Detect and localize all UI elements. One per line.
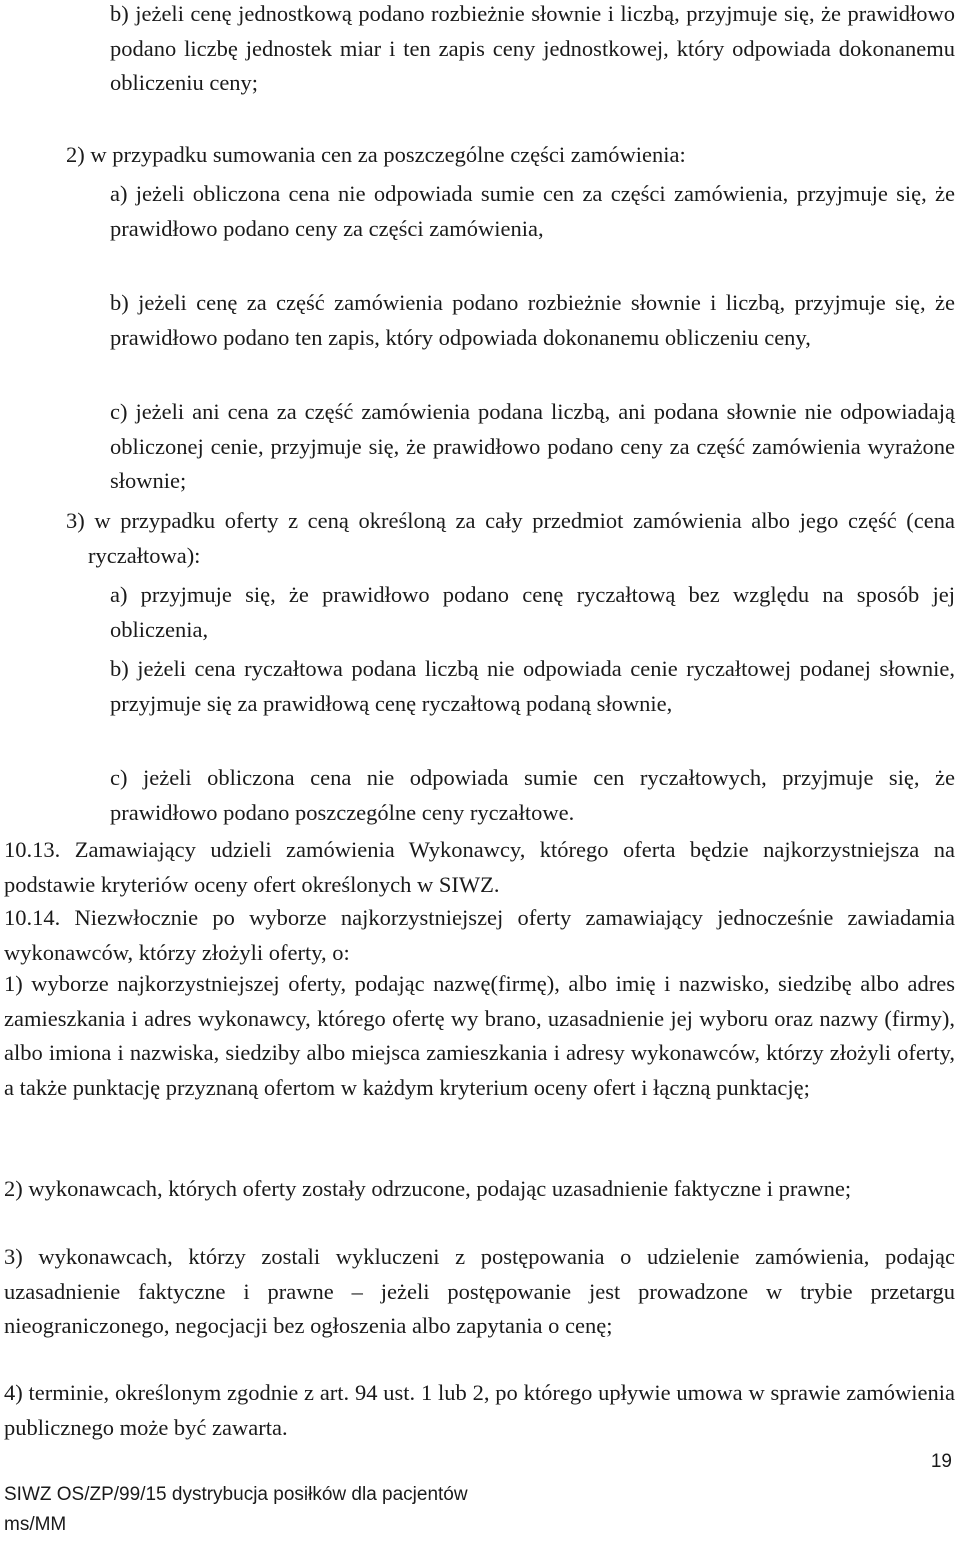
paragraph-2b: b) jeżeli cenę za część zamówienia podano rozbieżnie słownie i liczbą, przyjmuje się, że prawidłowo podano ten zapis, który odpowiada dokonanemu obliczeniu ceny, bbox=[110, 290, 955, 350]
paragraph-2-parts-summing: 2) w przypadku sumowania cen za poszczególne części zamówienia: bbox=[66, 142, 686, 167]
page-number: 19 bbox=[930, 1451, 952, 1472]
paragraph-2c: c) jeżeli ani cena za część zamówienia podana liczbą, ani podana słownie nie odpowiadają obliczonej cenie, przyjmuje się, że prawidłowo podano ceny za część zamówienia wyrażone słownie; bbox=[110, 399, 955, 493]
paragraph-10-14-item-2: 2) wykonawcach, których oferty zostały odrzucone, podając uzasadnienie faktyczne i prawne; bbox=[4, 1176, 852, 1201]
paragraph-10-14: 10.14. Niezwłocznie po wyborze najkorzystniejszej oferty zamawiający jednocześnie zawiadamia wykonawców, którzy złożyli oferty, o: bbox=[4, 905, 955, 965]
paragraph-10-14-item-1: 1) wyborze najkorzystniejszej oferty, podając nazwę(firmę), albo imię i nazwisko, siedzibę albo adres zamieszkania i adres wykonawcy, którego ofertę wy brano, uzasadnienie jej wyboru oraz nazwy (firmy), albo imiona i nazwiska, siedziby albo miejsca zamieszkania i adresy wykonawców, którzy złożyli oferty, a także punktację przyznaną ofertom w każdym kryterium oceny ofert i łączną punktację; bbox=[4, 971, 955, 1100]
paragraph-10-14-item-4: 4) terminie, określonym zgodnie z art. 94 ust. 1 lub 2, po którego upływie umowa w sprawie zamówienia publicznego może być zawarta. bbox=[4, 1380, 955, 1440]
paragraph-10-13: 10.13. Zamawiający udzieli zamówienia Wykonawcy, którego oferta będzie najkorzystniejsza na podstawie kryteriów oceny ofert określonych w SIWZ. bbox=[4, 837, 955, 897]
footer-author-initials: ms/MM bbox=[4, 1514, 67, 1535]
paragraph-3b: b) jeżeli cena ryczałtowa podana liczbą nie odpowiada cenie ryczałtowej podanej słownie, przyjmuje się za prawidłową cenę ryczałtową podaną słownie, bbox=[110, 656, 955, 716]
paragraph-1b-unit-price: b) jeżeli cenę jednostkową podano rozbieżnie słownie i liczbą, przyjmuje się, że prawidłowo podano liczbę jednostek miar i ten zapis ceny jednostkowej, który odpowiada dokonanemu obliczeniu ceny; bbox=[110, 1, 955, 95]
paragraph-3c: c) jeżeli obliczona cena nie odpowiada sumie cen ryczałtowych, przyjmuje się, że prawidłowo podano poszczególne ceny ryczałtowe. bbox=[110, 765, 955, 825]
paragraph-3a: a) przyjmuje się, że prawidłowo podano cenę ryczałtową bez względu na sposób jej obliczenia, bbox=[110, 582, 955, 642]
paragraph-3-lump-sum bbox=[66, 504, 955, 573]
paragraph-10-14-item-3: 3) wykonawcach, którzy zostali wykluczeni z postępowania o udzielenie zamówienia, podając uzasadnienie faktyczne i prawne – jeżeli postępowanie jest prowadzone w trybie przetargu nieograniczonego, negocjacji bez ogłoszenia albo zapytania o cenę; bbox=[4, 1244, 955, 1338]
paragraph-2a: a) jeżeli obliczona cena nie odpowiada sumie cen za części zamówienia, przyjmuje się, że prawidłowo podano ceny za części zamówienia, bbox=[110, 181, 955, 241]
paragraph-3-text: 3) w przypadku oferty z ceną określoną za cały przedmiot zamówienia albo jego część (cena ryczałtowa): bbox=[66, 508, 955, 568]
footer-document-reference: SIWZ OS/ZP/99/15 dystrybucja posiłków dla pacjentów bbox=[4, 1484, 468, 1505]
